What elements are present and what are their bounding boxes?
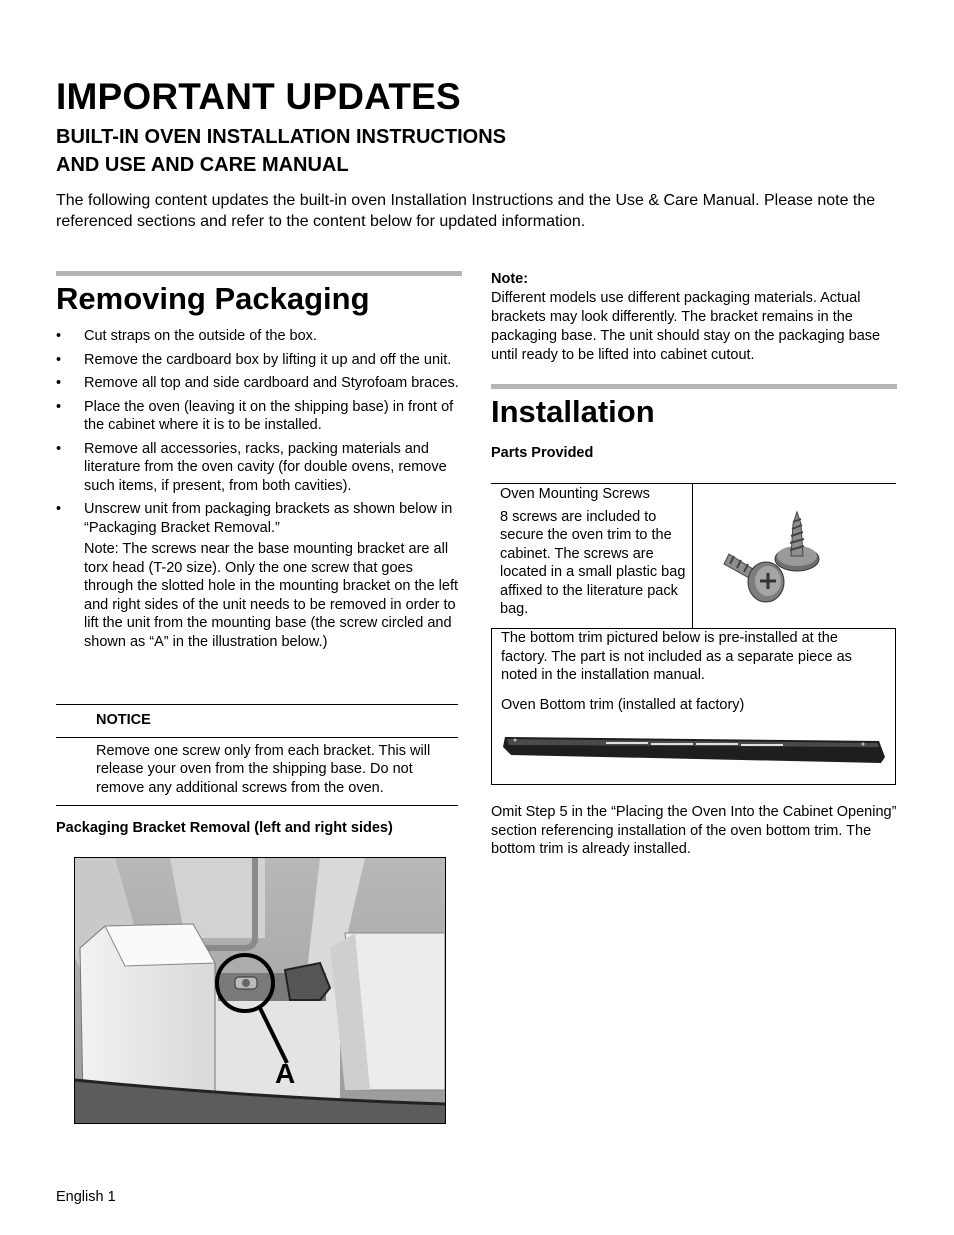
section-title-removing: Removing Packaging xyxy=(56,281,370,316)
bracket-removal-photo xyxy=(74,857,446,1124)
mounting-screws-image xyxy=(694,484,896,628)
bracket-illustration xyxy=(75,858,445,1123)
parts-table xyxy=(491,483,896,628)
page-subtitle xyxy=(56,123,506,179)
section-divider-installation xyxy=(491,384,897,389)
bracket-removal-heading: Packaging Bracket Removal (left and right sides) xyxy=(56,820,393,836)
bullet-icon: • xyxy=(56,375,62,391)
bullet-icon: • xyxy=(56,351,62,368)
list-item: • Remove the cardboard box by lifting it up and off the unit. xyxy=(56,351,452,368)
screw-note: Note: The screws near the base mounting bracket are all torx head (T-20 size). Only the one screw that goes through the slotted hole in the mounting bracket on the left and right sides of the unit needs to be removed in order to lift the unit from the mounting base (the screw circled and shown as “A” in the illustration below.) xyxy=(84,541,459,650)
screws-title: Oven Mounting Screws xyxy=(500,486,650,502)
intro-paragraph: The following content updates the built-in oven Installation Instructions and the Use & Care Manual. Please note the referenced sections and refer to the content below for updated information. xyxy=(56,192,876,230)
trim-description: The bottom trim pictured below is pre-installed at the factory. The part is not included as a separate piece as noted in the installation manual. xyxy=(501,630,852,683)
trim-label: Oven Bottom trim (installed at factory) xyxy=(501,696,745,713)
subtitle-line-2: AND USE AND CARE MANUAL xyxy=(56,154,349,176)
subtitle-line-1: BUILT-IN OVEN INSTALLATION INSTRUCTIONS xyxy=(56,126,506,148)
packaging-note xyxy=(491,270,901,365)
list-item: • Remove all top and side cardboard and Styrofoam braces. xyxy=(56,375,459,391)
screws-description: 8 screws are included to secure the oven trim to the cabinet. The screws are located in a small plastic bag affixed to the literature pack bag. xyxy=(500,508,686,617)
list-item: • Remove all accessories, racks, packing materials and literature from the oven cavity (for double ovens, remove such items, if present, from both cavities). xyxy=(56,440,447,494)
bullet-icon: • xyxy=(56,328,62,344)
photo-callout-label: A xyxy=(275,1058,296,1089)
bottom-trim-box xyxy=(491,628,896,785)
bullet-icon: • xyxy=(56,440,62,457)
section-divider-removing xyxy=(56,271,462,276)
screws-cell xyxy=(491,484,693,628)
page-title: IMPORTANT UPDATES xyxy=(56,76,461,117)
page-footer: English 1 xyxy=(56,1189,116,1205)
screws-image-cell xyxy=(694,484,896,628)
bullet-icon: • xyxy=(56,398,62,415)
omit-step-note: Omit Step 5 in the “Placing the Oven Into the Cabinet Opening” section referencing installation of the oven bottom trim. The bottom trim is already installed. xyxy=(491,804,897,857)
note-label: Note: xyxy=(491,271,529,287)
note-text: Different models use different packaging materials. Actual brackets may look differently. The bracket remains in the packaging base. The unit should stay on the packaging base until ready to be lifted into cabinet cutout. xyxy=(491,290,881,363)
list-item: • Cut straps on the outside of the box. xyxy=(56,328,317,344)
notice-label: NOTICE xyxy=(56,705,458,738)
notice-box xyxy=(56,704,458,806)
bottom-trim-image xyxy=(501,733,885,767)
section-title-installation: Installation xyxy=(491,394,655,429)
parts-provided-heading: Parts Provided xyxy=(491,445,594,461)
list-item: • Place the oven (leaving it on the shipping base) in front of the cabinet where it is to be installed. xyxy=(56,398,454,433)
removing-steps-list xyxy=(56,327,462,656)
list-item: • Unscrew unit from packaging brackets as shown below in “Packaging Bracket Removal.” Note: The screws near the base mounting bracket are all torx head (T-20 size). Only the one screw that goes through the slotted hole in the mounting bracket on the left and right sides of the unit needs to be removed in order to lift the unit from the mounting base (the screw circled and shown as “A” in the illustration below.) xyxy=(56,500,462,651)
notice-text: Remove one screw only from each bracket. This will release your oven from the shipping base. Do not remove any additional screws from the oven. xyxy=(96,742,431,796)
bullet-icon: • xyxy=(56,501,62,517)
